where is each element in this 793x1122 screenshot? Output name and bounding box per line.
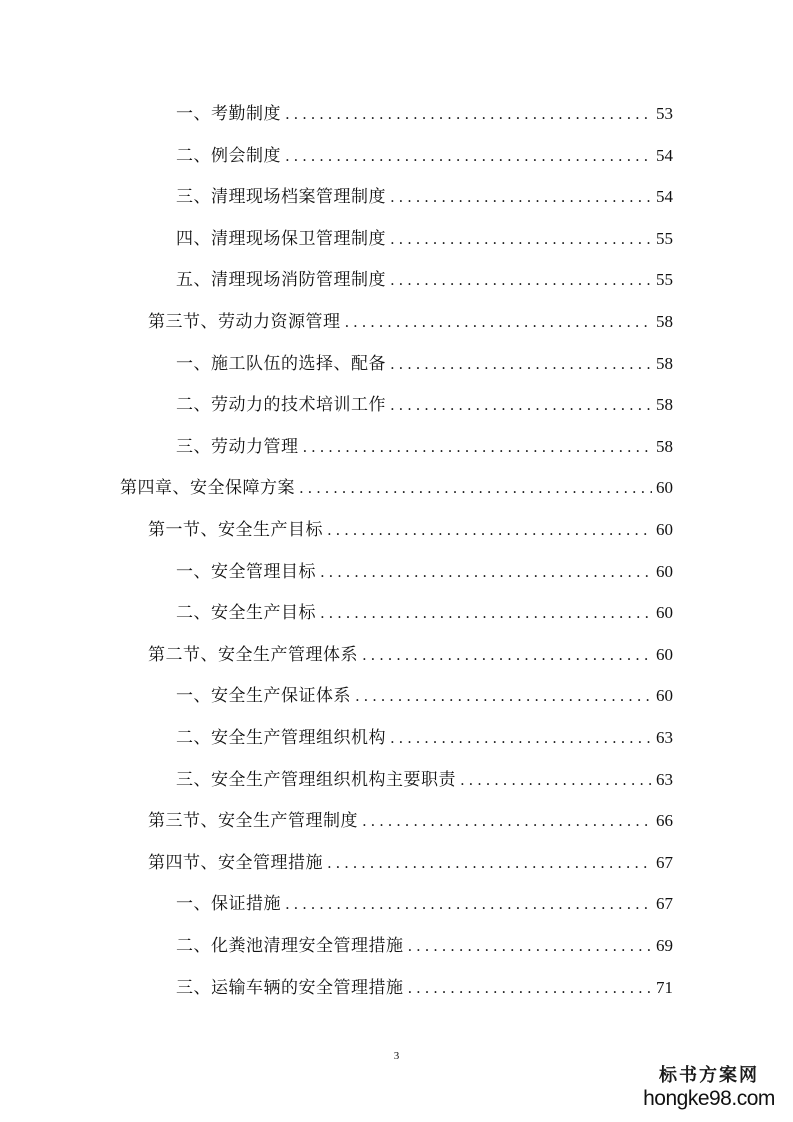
toc-dot-leader: [460, 768, 652, 792]
toc-entry[interactable]: [176, 179, 673, 209]
toc-entry-page: 54: [656, 187, 673, 207]
toc-entry-page: 55: [656, 270, 673, 290]
toc-dot-leader: [345, 310, 653, 334]
toc-entry-page: 58: [656, 395, 673, 415]
toc-entry[interactable]: [176, 387, 673, 417]
toc-dot-leader: [390, 227, 652, 251]
toc-entry[interactable]: [176, 678, 673, 708]
toc-dot-leader: [390, 726, 652, 750]
toc-entry-page: 60: [656, 561, 673, 581]
toc-entry-page: 58: [656, 353, 673, 373]
toc-entry[interactable]: [120, 470, 673, 500]
toc-entry[interactable]: [148, 304, 673, 334]
toc-dot-leader: [362, 809, 652, 833]
toc-dot-leader: [390, 268, 652, 292]
toc-entry-page: 63: [656, 769, 673, 789]
toc-entry[interactable]: [176, 595, 673, 625]
toc-entry-label: 五、清理现场消防管理制度: [176, 270, 386, 291]
toc-entry-page: 60: [656, 603, 673, 623]
toc-entry-label: 二、安全生产管理组织机构: [176, 728, 386, 748]
toc-dot-leader: [408, 976, 653, 1000]
toc-entry-label: 第四节、安全管理措施: [148, 852, 323, 873]
toc-entry-page: 71: [656, 977, 673, 997]
toc-entry[interactable]: [148, 803, 673, 833]
toc-entry[interactable]: [176, 886, 673, 916]
toc-entry[interactable]: [176, 970, 673, 1000]
toc-entry-page: 67: [656, 852, 673, 872]
toc-dot-leader: [320, 560, 652, 584]
toc-entry-page: 60: [656, 520, 673, 539]
toc-entry[interactable]: [148, 845, 673, 875]
toc-entry-label: 二、例会制度: [176, 145, 281, 166]
toc-dot-leader: [303, 435, 653, 459]
toc-entry[interactable]: [176, 762, 673, 792]
toc-dot-leader: [390, 393, 652, 417]
toc-entry[interactable]: [148, 512, 673, 542]
toc-dot-leader: [320, 601, 652, 625]
toc-entry-label: 一、考勤制度: [176, 104, 281, 124]
watermark-logo: [639, 1064, 779, 1110]
toc-entry-label: 二、化粪池清理安全管理措施: [176, 936, 404, 956]
toc-entry-page: 55: [656, 228, 673, 248]
toc-entry[interactable]: [176, 138, 673, 168]
toc-entry-page: 69: [656, 936, 673, 955]
toc-entry-label: 二、安全生产目标: [176, 603, 316, 624]
toc-entry-label: 一、施工队伍的选择、配备: [176, 353, 386, 374]
toc-entry-page: 60: [656, 686, 673, 706]
toc-entry[interactable]: [176, 346, 673, 376]
toc-dot-leader: [285, 102, 652, 126]
watermark-name: 标书方案网: [659, 1065, 759, 1086]
toc-entry-page: 58: [656, 436, 673, 456]
toc-entry-label: 一、安全生产保证体系: [176, 686, 351, 707]
page-number: 3: [393, 1050, 400, 1062]
toc-entry-label: 第二节、安全生产管理体系: [148, 644, 358, 665]
toc-entry-page: 54: [656, 145, 673, 165]
toc-entry[interactable]: [176, 221, 673, 251]
toc-entry-label: 第四章、安全保障方案: [120, 478, 295, 499]
toc-entry-label: 一、安全管理目标: [176, 561, 316, 582]
toc-entry[interactable]: [176, 928, 673, 958]
toc-entry-label: 第三节、劳动力资源管理: [148, 312, 341, 332]
toc-dot-leader: [327, 518, 652, 542]
toc-dot-leader: [285, 144, 652, 168]
toc-entry-page: 53: [656, 104, 673, 123]
toc-entry[interactable]: [176, 429, 673, 459]
toc-entry[interactable]: [176, 554, 673, 584]
toc-entry-label: 三、安全生产管理组织机构主要职责: [176, 769, 456, 790]
toc-entry-label: 三、运输车辆的安全管理措施: [176, 977, 404, 998]
watermark-url: hongke98.com: [643, 1087, 775, 1110]
toc-entry-label: 三、劳动力管理: [176, 436, 299, 457]
toc-entry-label: 第一节、安全生产目标: [148, 520, 323, 540]
toc-entry-page: 67: [656, 894, 673, 914]
toc-entry-label: 二、劳动力的技术培训工作: [176, 395, 386, 416]
toc-entry[interactable]: [148, 637, 673, 667]
toc-dot-leader: [390, 352, 652, 376]
toc-entry-label: 第三节、安全生产管理制度: [148, 811, 358, 832]
toc-dot-leader: [355, 684, 652, 708]
toc-entry[interactable]: [176, 96, 673, 126]
toc-entry-page: 60: [656, 478, 673, 498]
toc-entry-page: 66: [656, 811, 673, 831]
toc-entry-page: 60: [656, 644, 673, 664]
toc-entry-label: 四、清理现场保卫管理制度: [176, 228, 386, 249]
toc-entry-label: 三、清理现场档案管理制度: [176, 187, 386, 208]
toc-dot-leader: [299, 476, 652, 500]
toc-entry-page: 63: [656, 728, 673, 747]
toc-entry-page: 58: [656, 312, 673, 331]
toc-dot-leader: [362, 643, 652, 667]
toc-dot-leader: [285, 892, 652, 916]
toc-dot-leader: [390, 185, 652, 209]
toc-dot-leader: [408, 934, 653, 958]
toc-dot-leader: [327, 851, 652, 875]
toc-entry[interactable]: [176, 262, 673, 292]
toc-entry[interactable]: [176, 720, 673, 750]
toc-entry-label: 一、保证措施: [176, 894, 281, 915]
